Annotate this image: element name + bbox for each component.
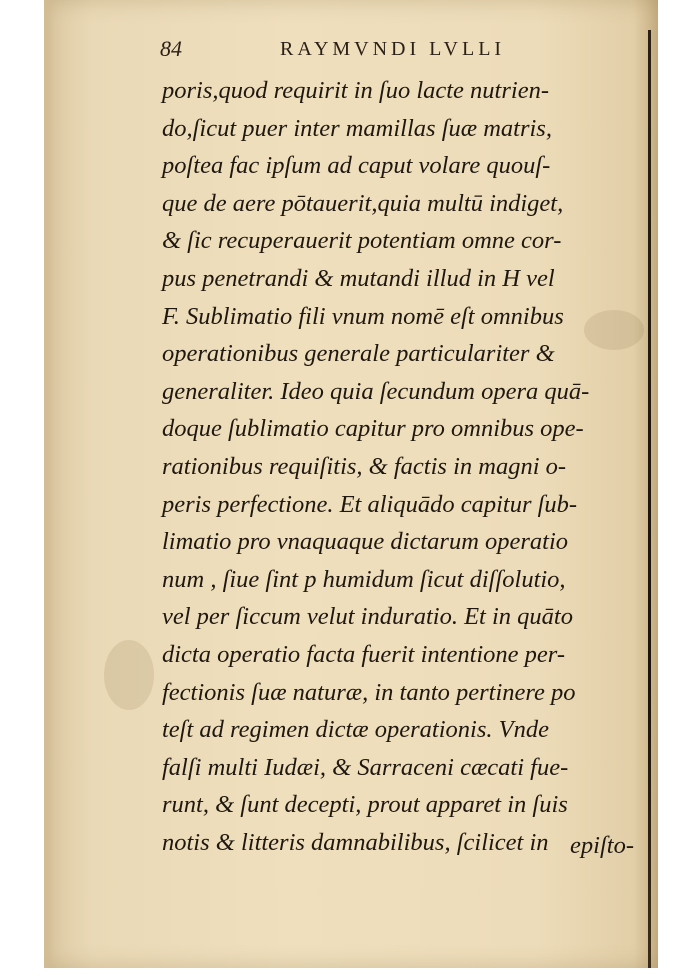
text-line: teſt ad regimen dictæ operationis. Vnde (162, 716, 549, 744)
text-line: num , ſiue ſint p humidum ſicut diſſolutio, (162, 565, 566, 593)
text-line: doque ſublimatio capitur pro omnibus ope- (162, 415, 584, 443)
body-text (162, 72, 632, 861)
text-line: fectionis ſuæ naturæ, in tanto pertinere po (162, 678, 576, 706)
text-line: limatio pro vnaquaque dictarum operatio (162, 528, 569, 556)
text-line: F. Sublimatio fili vnum nomē eſt omnibus (162, 302, 564, 330)
text-line: vel per ſiccum velut induratio. Et in quāto (162, 603, 573, 631)
text-line: notis & litteris damnabilibus, ſcilicet in (162, 828, 549, 856)
text-line: & ſic recuperauerit potentiam omne cor- (162, 227, 562, 255)
text-line: peris perfectione. Et aliquādo capitur ſub- (162, 490, 578, 518)
catchword: epiſto- (570, 832, 634, 859)
text-line: operationibus generale particulariter & (162, 340, 555, 368)
text-line: rationibus requiſitis, & factis in magni o- (162, 452, 567, 480)
text-line: falſi multi Iudæi, & Sarraceni cæcati fue- (162, 753, 569, 781)
text-line: que de aere pōtauerit,quia multū indiget, (162, 189, 564, 217)
page-number: 84 (160, 36, 182, 61)
text-line: poris,quod requirit in ſuo lacte nutrien- (162, 77, 549, 104)
text-line: generaliter. Ideo quia ſecundum opera quā- (162, 377, 590, 405)
text-line: pus penetrandi & mutandi illud in H vel (162, 264, 555, 292)
text-line: dicta operatio facta fuerit intentione per- (162, 640, 566, 668)
page-header (160, 36, 620, 66)
paper-stain (104, 640, 154, 710)
running-head: RAYMVNDI LVLLI (280, 38, 506, 60)
text-line: do,ſicut puer inter mamillas ſuæ matris, (162, 114, 552, 142)
text-line: poſtea fac ipſum ad caput volare quouſ- (162, 152, 551, 180)
text-line: runt, & ſunt decepti, prout apparet in ſuis (162, 791, 568, 819)
page-edge-shadow (648, 30, 651, 968)
